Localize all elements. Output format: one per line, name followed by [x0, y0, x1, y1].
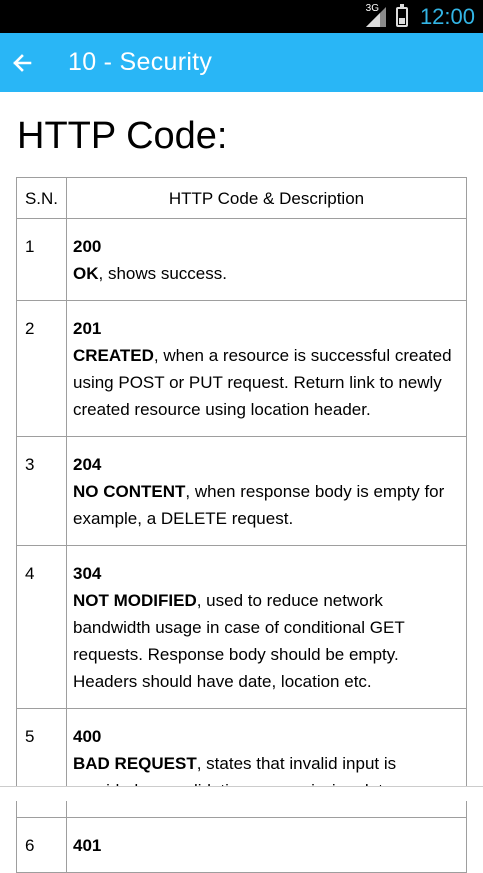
signal-icon: [366, 7, 386, 27]
row-description: [67, 709, 467, 818]
status-code: 400: [73, 727, 102, 746]
screen-title: 10 - Security: [68, 48, 213, 76]
status-desc: , used to reduce network bandwidth usage in case of conditional GET requests. Response body should be empty. Headers should have date, location etc.: [73, 591, 405, 691]
status-code: 401: [73, 836, 102, 855]
table-row: [17, 301, 467, 437]
table-row: [17, 219, 467, 301]
column-header-description: HTTP Code & Description: [67, 178, 467, 219]
bottom-edge: [0, 786, 483, 801]
row-sn: 5: [17, 709, 67, 818]
status-name: NO CONTENT: [73, 482, 186, 501]
status-code: 200: [73, 237, 102, 256]
status-name: CREATED: [73, 346, 154, 365]
row-sn: 3: [17, 437, 67, 546]
table-row: [17, 546, 467, 709]
row-description: [67, 301, 467, 437]
page-heading: HTTP Code:: [17, 115, 228, 157]
table-row: [17, 818, 467, 873]
table-header-row: [17, 178, 467, 219]
clock: 12:00: [419, 3, 475, 29]
status-name: NOT MODIFIED: [73, 591, 197, 610]
row-sn: 4: [17, 546, 67, 709]
row-sn: 2: [17, 301, 67, 437]
row-sn: 6: [17, 818, 67, 873]
status-name: BAD REQUEST: [73, 754, 197, 773]
back-button[interactable]: [0, 33, 44, 92]
column-header-sn: S.N.: [17, 178, 67, 219]
status-code: 304: [73, 564, 102, 583]
arrow-left-icon: [10, 51, 34, 75]
row-description: [67, 437, 467, 546]
status-desc: , shows success.: [98, 264, 227, 283]
http-codes-table: [16, 177, 467, 873]
status-desc: , when response body is empty for example, a DELETE request.: [73, 482, 445, 528]
status-name: OK: [73, 264, 99, 283]
network-type-label: 3G: [365, 3, 379, 14]
status-bar: [0, 0, 483, 33]
row-description: [67, 546, 467, 709]
table-row: [17, 437, 467, 546]
status-icons: [366, 0, 475, 33]
status-code: 201: [73, 319, 102, 338]
status-code: 204: [73, 455, 102, 474]
action-bar: [0, 33, 483, 92]
battery-icon: [396, 7, 408, 27]
row-sn: 1: [17, 219, 67, 301]
status-desc: , when a resource is successful created using POST or PUT request. Return link to newly created resource using location header.: [73, 346, 452, 419]
row-description: [67, 818, 467, 873]
table-row: [17, 709, 467, 818]
row-description: [67, 219, 467, 301]
status-desc: , states that invalid input is: [196, 754, 397, 773]
